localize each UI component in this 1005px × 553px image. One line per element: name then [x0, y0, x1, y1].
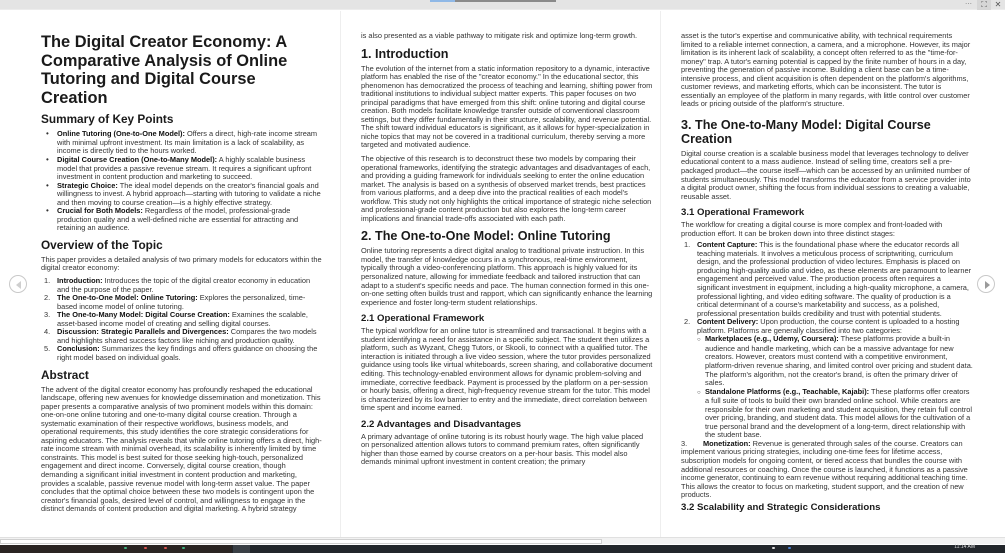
viewer-toolbar — [0, 0, 1005, 10]
summary-item — [41, 207, 324, 233]
abstract-heading: Abstract — [41, 367, 89, 382]
arrow-left-icon — [10, 276, 28, 294]
document-title: The Digital Creator Economy: A Comparative Analysis of Online Tutoring and Digital Course Creation — [41, 33, 288, 107]
loading-progress-bar — [430, 0, 556, 2]
introduction-paragraph: The objective of this research is to deconstruct these two models by comparing their operational frameworks, identifying the strategic advantages and disadvantages of each, and providing a guiding framework for individuals seeking to enter the online education market. The analysis is based on a synthesis of observed market trends, best practices from various platforms, and a deep dive into the practical realities of each model's workflow. This study not only highlights the critical importance of strategic niche selection and professional-grade content production but also explores the long-term career implications and financial trade-offs associated with each path. — [361, 154, 652, 223]
abstract-continued: is also presented as a viable pathway to mitigate risk and optimize long-term growth. — [361, 31, 638, 40]
column-2 — [361, 11, 653, 472]
course-scalability-heading: 3.2 Scalability and Strategic Considerations — [681, 501, 881, 513]
introduction-heading: 1. Introduction — [361, 46, 449, 61]
summary-item-text: The ideal model depends on the creator's financial goals and willingness to invest. A hybrid approach—starting with tutoring to validate a niche and then moving to course creation—is a highly effective strategy. — [57, 180, 321, 207]
tutoring-adv-text: A primary advantage of online tutoring is its robust hourly wage. The high value placed on personalized attention allows tutors to command premium rates, often significantly higher than those earned by course creators on a per-hour basis. This model also demands minimal upfront investment in content creation; the primary — [361, 431, 644, 467]
platform-type: ○ Standalone Platforms (e.g., Teachable, Kajabi): These platforms offer creators a full suite of tools to build their own branded online school. While creators are responsible for their own marketing and student acquisition, they retain full control over pricing, branding, and student data. This model allows for the cultivation of a true personal brand and the development of a long-term, direct relationship with the student base. — [697, 386, 973, 440]
column-divider — [660, 11, 661, 537]
tutoring-paragraph: Online tutoring represents a direct digital analog to traditional private instruction. In this model, the transfer of knowledge occurs in a synchronous, real-time environment, typically through a video-conferencing platform. This approach is highly valued for its personalized nature, allowing for immediate feedback and tailored instruction that can adapt to a student's specific needs and pace. The human connection formed in this one-on-one setting often builds trust and rapport, which can significantly enhance the learning experience and foster long-term student relationships. — [361, 246, 653, 307]
horizontal-scrollbar[interactable] — [0, 537, 1005, 544]
overview-item: 4. Discussion: Strategic Parallels and Divergences: Compares the two models and highlights shared success factors like niching and production quality. — [44, 327, 317, 345]
course-stage: 3. Monetization: Revenue is generated through sales of the course. Creators can implement various pricing strategies, including one-time fees for lifetime access, subscription models for ongoing content, or tiered access that bundles the course with additional resources or coaching. Once the course is launched, it functions as a passive income generator, continuing to earn revenue without requiring additional teaching time. This allows the creator to focus on marketing, student support, and the creation of new products. — [681, 438, 968, 500]
summary-item — [41, 130, 324, 156]
fullscreen-icon[interactable]: ⛶ — [977, 0, 991, 10]
course-paragraph: Digital course creation is a scalable business model that leverages technology to deliver educational content to a mass audience. Instead of selling time, creators sell a pre-packaged product—the course itself—which can be accessed by an unlimited number of students simultaneously. This model transforms the educator from a service provider into a digital product owner, shifting the focus from individual sessions to creating a valuable, reusable asset. — [681, 148, 971, 201]
next-page-button[interactable] — [977, 275, 995, 293]
course-stage: 1. Content Capture: This is the foundational phase where the educator records all teaching materials. It involves a meticulous process of scriptwriting, curriculum design, and the professional production of video lectures. Emphasis is placed on producing high-quality audio and video, as these elements are paramount to learner engagement and perceived value. The production process often requires a significant investment in equipment, including a high-quality microphone, a camera, professional lighting, and video editing software. The quality of production is a critical determinant of a course's marketability and success, as a polished, professional presentation builds credibility and trust with potential students. — [684, 240, 972, 318]
summary-item-text: A highly scalable business model that provides a passive revenue stream. It requires a significant upfront investment in content production and marketing to succeed. — [57, 155, 312, 182]
platform-type: ○ Marketplaces (e.g., Udemy, Coursera): These platforms provide a built-in audience and handle marketing, which can be a massive advantage for new creators. However, creators must contend with a competitive environment, platform-driven revenue sharing, and limited control over pricing and student data. The platform's algorithm, not the creator's brand, is often the primary driver of sales. — [697, 334, 973, 388]
taskbar-app-icon[interactable] — [182, 547, 185, 549]
tutoring-heading: 2. The One-to-One Model: Online Tutoring — [361, 229, 611, 244]
circle-bullet-icon: ○ — [697, 389, 701, 396]
summary-item-label: Digital Course Creation (One-to-Many Model): — [57, 155, 218, 165]
summary-item-text: Regardless of the model, professional-grade production quality and a well-defined niche are essential for attracting and retaining an audience. — [57, 206, 299, 233]
course-heading: 3. The One-to-Many Model: Digital Course Creation — [681, 117, 931, 146]
tutoring-adv-heading: 2.2 Advantages and Disadvantages — [361, 418, 522, 430]
taskbar-app-icon[interactable] — [124, 547, 127, 549]
summary-heading: Summary of Key Points — [41, 112, 174, 127]
loading-progress-fill — [430, 0, 455, 2]
document-viewport[interactable] — [0, 11, 1005, 537]
taskbar-active-app[interactable] — [233, 545, 250, 553]
tutoring-ops-heading: 2.1 Operational Framework — [361, 313, 485, 325]
column-1 — [41, 11, 324, 519]
abstract-text: The advent of the digital creator economy has profoundly reshaped the educational landscape, offering new avenues for knowledge dissemination and monetization. This paper presents a comparative analysis of two prominent models within this domain: one-on-one online tutoring and one-to-many digital course creation. Through a systematic examination of their respective workflows, business models, and operational requirements, this study identifies the core strategic considerations for aspiring educators. The analysis reveals that while online tutoring offers a direct, high-rate income stream with minimal overhead, its scalability is inherently limited by time constraints. This model is best suited for those seeking high-touch, personalized engagement and direct income. Conversely, digital course creation, though demanding a significant initial investment in content production and marketing, provides a scalable, passive revenue model with long-term asset value. The paper concludes that the optimal choice between these two models is contingent upon the creator's financial goals, desired level of control, and willingness to engage in the distinct demands of content production and digital marketing. A hybrid strategy — [41, 384, 322, 514]
overview-item: 2. The One-to-One Model: Online Tutoring: Explores the personalized, time-based income model of online tutoring. — [44, 293, 306, 311]
overview-list — [41, 277, 324, 362]
taskbar-app-icon[interactable] — [144, 547, 147, 549]
course-ops-intro: The workflow for creating a digital course is more complex and front-loaded with production effort. It can be broken down into three distinct stages: — [681, 220, 943, 238]
introduction-paragraph: The evolution of the internet from a static information repository to a dynamic, interactive platform has enabled the rise of the "creator economy." In the educational sector, this phenomenon has democratized the process of teaching and learning, shifting power from traditional institutions to individual subject matter experts. This paper focuses on two principal paradigms that have emerged from this shift: online tutoring and digital course creation. Both models facilitate knowledge transfer outside of conventional classroom settings, but they differ fundamentally in their structure, scalability, and revenue potential. The shift toward individual educators is significant, as it allows for hyper-specialization in niche topics that may not be covered in a traditional curriculum, thereby serving a more targeted and motivated audience. — [361, 63, 653, 150]
window-controls — [959, 0, 1005, 10]
course-stage: 2. Content Delivery: Upon production, the course content is uploaded to a hosting platform. Platforms are generally classified into two categories: ○ Marketplaces (e.g., Udemy, Coursera): These platforms provide a built-in audience and handle marketing, which can be a massive advantage for new creators. However, creators must contend with a competitive environment, platform-driven revenue sharing, and limited control over pricing and student data. The platform's algorithm, not the creator's brand, is often the primary driver of sales. ○ Standalone Platforms (e.g., Teachable, Kajabi): These platforms offer creators a full suite of tools to build their own branded online school. While creators are responsible for their own marketing and student acquisition, they retain full control over pricing, branding, and student data. This model allows for the cultivation of a true personal brand and the development of a long-term, direct relationship with the student base. — [681, 318, 973, 440]
overview-heading: Overview of the Topic — [41, 237, 163, 252]
column-3 — [681, 11, 973, 516]
overview-intro: This paper provides a detailed analysis of two primary models for educators within the digital creator economy: — [41, 254, 322, 273]
overview-item: 5. Conclusion: Summarizes the key findings and offers guidance on choosing the right model based on individual goals. — [44, 344, 318, 362]
overview-item: 1. Introduction: Introduces the topic of the digital creator economy in education and the purpose of the paper. — [44, 276, 311, 294]
circle-bullet-icon: ○ — [697, 337, 701, 344]
previous-page-button[interactable] — [9, 275, 27, 293]
course-ops-heading: 3.1 Operational Framework — [681, 207, 805, 219]
more-options-icon[interactable]: ⋯ — [965, 1, 971, 8]
summary-item-label: Strategic Choice: — [57, 180, 118, 190]
tray-icon[interactable] — [772, 547, 775, 549]
taskbar-apps-area — [0, 545, 232, 553]
taskbar-app-icon[interactable] — [164, 547, 167, 549]
summary-item-label: Crucial for Both Models: — [57, 206, 143, 216]
course-stages-list — [681, 241, 973, 440]
scrollbar-thumb[interactable] — [0, 539, 602, 544]
close-icon[interactable]: ✕ — [994, 0, 1002, 9]
tutoring-ops-text: The typical workflow for an online tutor is streamlined and transactional. It begins with a student identifying a need for assistance in a specific subject. The student then utilizes a platform, such as Wyzant, Chegg Tutors, or Skooli, to connect with a qualified tutor. The interaction is initiated through a live video session, where the tutor provides personalized guidance using tools like virtual whiteboards, screen sharing, and collaborative document editing. This technology-enabled environment allows for dynamic problem-solving and immediate, corrective feedback. Payment is processed by the platform on a per-session or hourly basis, offering a direct, high-frequency revenue stream for the tutor. This model is characterized by its low barrier to entry and the immediate, direct correlation between time spent and income earned. — [361, 326, 653, 413]
summary-list — [41, 130, 324, 233]
summary-item — [41, 182, 324, 208]
summary-item — [41, 156, 324, 182]
summary-item-label: Online Tutoring (One-to-One Model): — [57, 129, 185, 139]
overview-item: 3. The One-to-Many Model: Digital Course Creation: Examines the scalable, asset-based income model of creating and selling digital courses. — [44, 310, 308, 328]
arrow-right-icon — [978, 276, 996, 294]
taskbar — [0, 545, 1005, 553]
tray-icon[interactable] — [788, 547, 791, 549]
platform-types-list — [681, 335, 973, 440]
taskbar-clock[interactable]: 11:14 AM — [954, 544, 975, 550]
summary-item-text: Offers a direct, high-rate income stream with minimal upfront investment. Its main limitation is a lack of scalability, as income is directly tied to the hours worked. — [57, 129, 318, 156]
tutoring-adv-continued: asset is the tutor's expertise and communicative ability, with technical requirements limited to a reliable internet connection, a camera, and a microphone. However, its major limitation is its inherent lack of scalability, a concept often referred to as the "time-for-money" trap. A tutor's earning potential is capped by the finite number of hours in a day, preventing the generation of passive income. Building a client base can be a time-intensive process, and client acquisition is often dependent on the platform's algorithms, customer reviews, and marketing efforts, which can be inconsistent. The tutor is essentially an employee of the platform in many regards, with little control over customer leads or pricing outside of the platform's structure. — [681, 31, 971, 109]
column-divider — [340, 11, 341, 537]
